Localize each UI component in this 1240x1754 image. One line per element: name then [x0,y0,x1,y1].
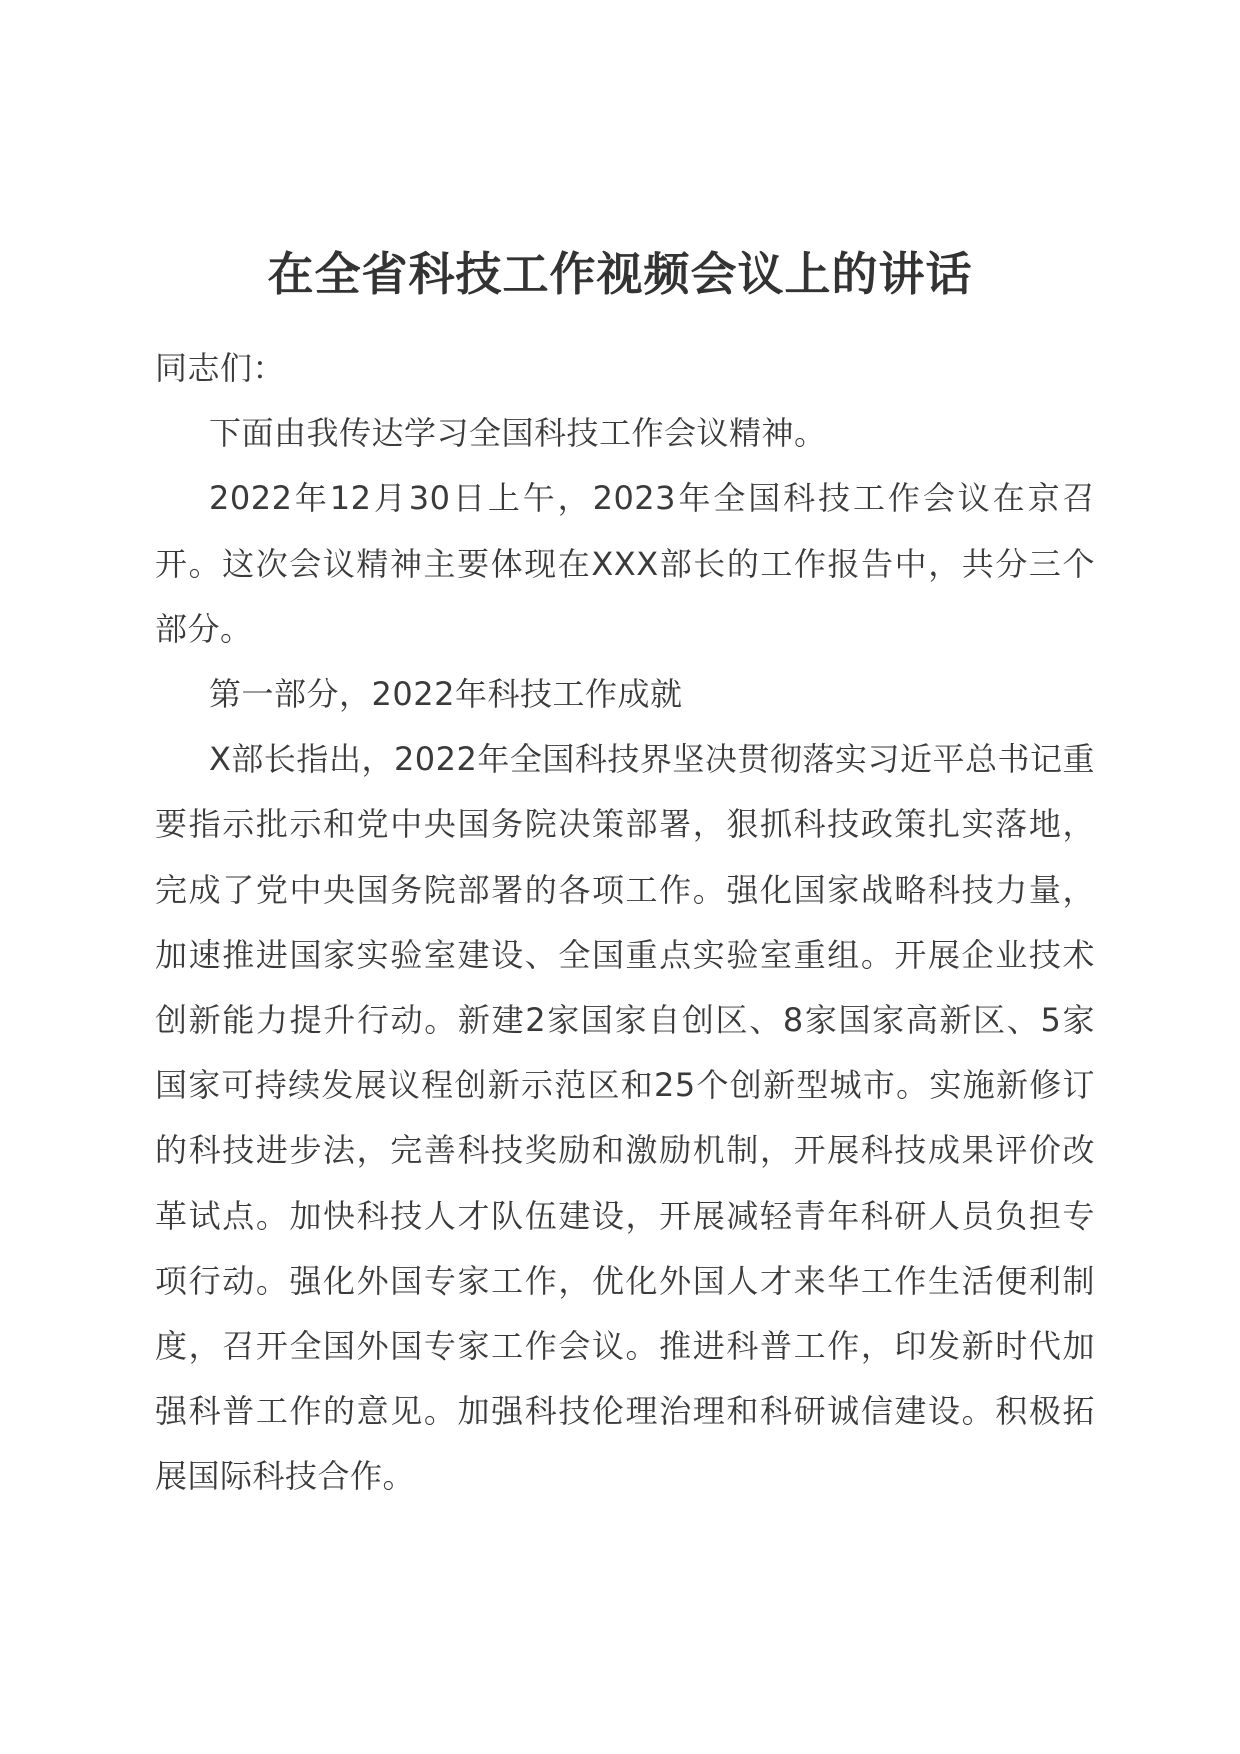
paragraph-intro: 下面由我传达学习全国科技工作会议精神。 [209,414,827,453]
document-body [155,336,1095,1510]
document-title: 在全省科技工作视频会议上的讲话 [267,247,973,301]
paragraph-meeting-info: 2022年12月30日上午，2023年全国科技工作会议在京召开。这次会议精神主要体现在XXX部长的工作报告中，共分三个部分。 [155,479,1095,648]
section-heading-part-one: 第一部分，2022年科技工作成就 [209,675,683,714]
salutation: 同志们： [155,349,286,387]
paragraph-achievements: X部长指出，2022年全国科技界坚决贯彻落实习近平总书记重要指示批示和党中央国务院决策部署，狠抓科技政策扎实落地，完成了党中央国务院部署的各项工作。强化国家战略科技力量，加速推进国家实验室建设、全国重点实验室重组。开展企业技术创新能力提升行动。新建2家国家自创区、8家国家高新区、5家国家可持续发展议程创新示范区和25个创新型城市。实施新修订的科技进步法，完善科技奖励和激励机制，开展科技成果评价改革试点。加快科技人才队伍建设，开展减轻青年科研人员负担专项行动。强化外国专家工作，优化外国人才来华工作生活便利制度，召开全国外国专家工作会议。推进科普工作，印发新时代加强科普工作的意见。加强科技伦理治理和科研诚信建设。积极拓展国际科技合作。 [155,740,1095,1496]
